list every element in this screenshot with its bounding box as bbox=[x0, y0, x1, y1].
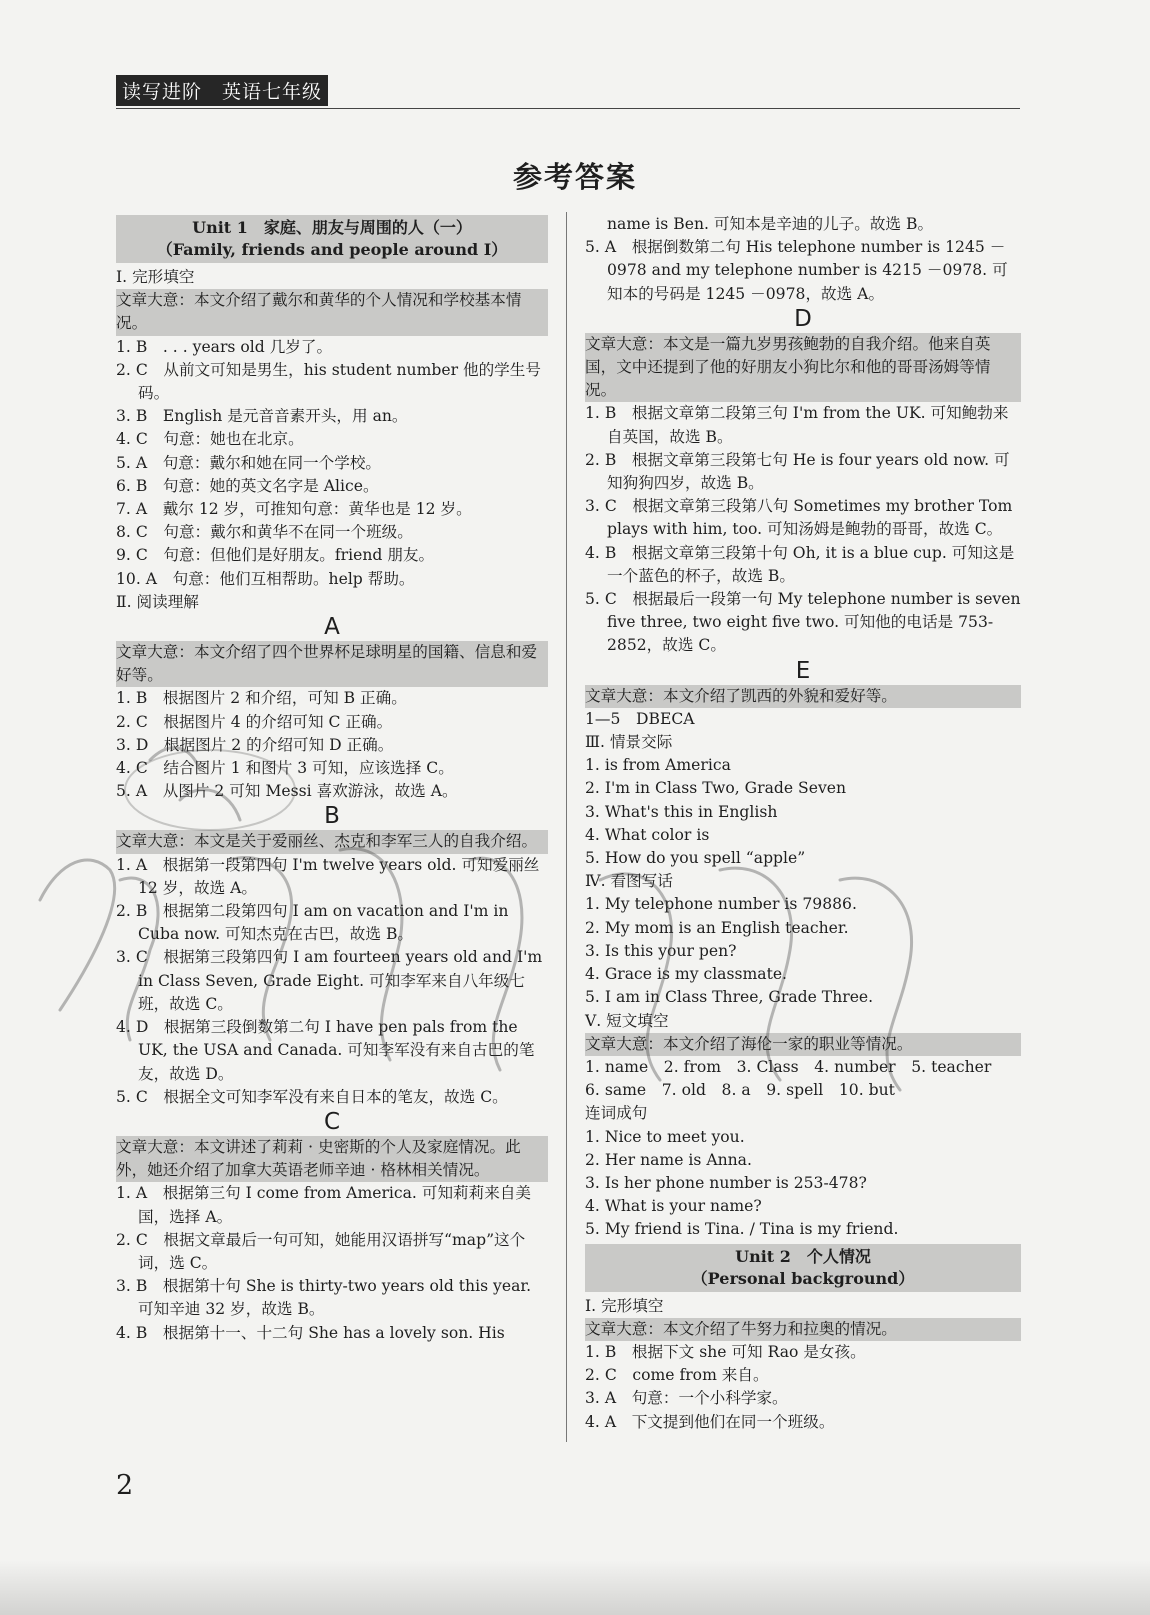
answer-line: 1. A 根据第三句 I come from America. 可知莉莉来自美国，选择 A。 bbox=[116, 1184, 532, 1226]
answer-line: 3. C 根据第三段第四句 I am fourteen years old and I'm in Class Seven, Grade Eight. 可知李军来自八年级七班，故选 C。 bbox=[116, 948, 543, 1013]
answer-line: 5. I am in Class Three, Grade Three. bbox=[585, 988, 874, 1007]
passage-summary: 文章大意：本文是一篇九岁男孩鲍勃的自我介绍。他来自英国，文中还提到了他的好朋友小狗比尔和他的哥哥汤姆等情况。 bbox=[585, 333, 1021, 403]
answer-line: 3. Is this your pen? bbox=[585, 941, 737, 960]
answer-line: 5. How do you spell “apple” bbox=[585, 849, 806, 868]
answer-line: 1. B . . . years old 几岁了。 bbox=[116, 337, 333, 356]
unit-heading-line: （Personal background） bbox=[691, 1268, 915, 1288]
answer-line: 1. name 2. from 3. Class 4. number 5. teacher bbox=[585, 1057, 992, 1076]
answer-line: 5. My friend is Tina. / Tina is my friend. bbox=[585, 1220, 899, 1239]
unit-heading-line: Unit 2 个人情况 bbox=[735, 1246, 871, 1266]
header-rule bbox=[116, 108, 1020, 109]
answer-line: 2. B 根据文章第三段第七句 He is four years old now. 可知狗狗四岁，故选 B。 bbox=[585, 450, 1010, 493]
answer-line: 2. C 根据图片 4 的介绍可知 C 正确。 bbox=[116, 712, 393, 731]
passage-summary: 文章大意：本文介绍了牛努力和拉奥的情况。 bbox=[585, 1318, 1021, 1341]
answer-line: 5. C 根据全文可知李军没有来自日本的笔友，故选 C。 bbox=[116, 1087, 508, 1106]
answer-line: 1. Nice to meet you. bbox=[585, 1127, 745, 1146]
answer-line: 3. D 根据图片 2 的介绍可知 D 正确。 bbox=[116, 735, 394, 754]
answer-line: 4. D 根据第三段倒数第二句 I have pen pals from the UK, the USA and Canada. 可知李军没有来自古巴的笔友，故选 D。 bbox=[116, 1018, 535, 1083]
answer-line: 5. A 句意：戴尔和她在同一个学校。 bbox=[116, 453, 382, 472]
passage-letter: D bbox=[794, 305, 812, 332]
unit-heading-line: Unit 1 家庭、朋友与周围的人（一） bbox=[192, 218, 472, 237]
passage-summary: 文章大意：本文介绍了四个世界杯足球明星的国籍、信息和爱好等。 bbox=[116, 641, 548, 687]
answer-line: Ⅰ. 完形填空 bbox=[585, 1296, 664, 1315]
column-divider bbox=[566, 212, 567, 1442]
answer-line: 8. C 句意：戴尔和黄华不在同一个班级。 bbox=[116, 523, 413, 542]
passage-summary: 文章大意：本文介绍了凯西的外貌和爱好等。 bbox=[585, 685, 1021, 708]
answer-line: 3. B English 是元音音素开头，用 an。 bbox=[116, 407, 408, 426]
passage-summary: 文章大意：本文是关于爱丽丝、杰克和李军三人的自我介绍。 bbox=[116, 830, 548, 853]
answer-line: Ⅱ. 阅读理解 bbox=[116, 592, 199, 611]
answer-line: 1. B 根据图片 2 和介绍，可知 B 正确。 bbox=[116, 689, 407, 708]
answer-line: 4. B 根据第十一、十二句 She has a lovely son. His bbox=[116, 1323, 505, 1342]
answer-line: 1. B 根据文章第二段第三句 I'm from the UK. 可知鲍勃来自英国，故选 B。 bbox=[585, 404, 1009, 446]
passage-summary: 文章大意：本文讲述了莉莉 · 史密斯的个人及家庭情况。此外，她还介绍了加拿大英语老师辛迪 · 格林相关情况。 bbox=[116, 1136, 548, 1182]
answer-line: 5. A 根据倒数第二句 His telephone number is 1245 －0978 and my telephone number is 4215 －0978. 可知本的号码是 1245 －0978，故选 A。 bbox=[585, 238, 1008, 303]
unit-heading-line: （Family, friends and people around I） bbox=[156, 240, 508, 259]
answer-line: 6. same 7. old 8. a 9. spell 10. but bbox=[585, 1081, 895, 1100]
page-title: 参考答案 bbox=[512, 160, 637, 194]
passage-summary: 文章大意：本文介绍了戴尔和黄华的个人情况和学校基本情况。 bbox=[116, 289, 548, 335]
left-column bbox=[116, 213, 548, 1345]
answer-line: 2. B 根据第二段第四句 I am on vacation and I'm in Cuba now. 可知杰克在古巴，故选 B。 bbox=[116, 902, 509, 944]
unit-heading bbox=[585, 1244, 1021, 1292]
page-number: 2 bbox=[116, 1470, 134, 1501]
answer-line: 4. What color is bbox=[585, 825, 710, 844]
unit-heading bbox=[116, 215, 548, 263]
book-series-tag: 读写进阶 英语七年级 bbox=[116, 75, 328, 106]
passage-letter: A bbox=[324, 614, 340, 641]
passage-letter: C bbox=[323, 1108, 341, 1135]
answer-line: 5. C 根据最后一段第一句 My telephone number is seven five three, two eight five two. 可知他的电话是 753-2852，故选 C。 bbox=[585, 590, 1021, 655]
answer-line: 4. A 下文提到他们在同一个班级。 bbox=[585, 1412, 835, 1431]
answer-line: 3. What's this in English bbox=[585, 802, 778, 821]
right-column bbox=[585, 213, 1021, 1434]
answer-line: 2. C come from 来自。 bbox=[585, 1366, 769, 1385]
answer-line: name is Ben. 可知本是辛迪的儿子。故选 B。 bbox=[607, 215, 934, 233]
answer-line: Ⅳ. 看图写话 bbox=[585, 872, 673, 891]
answer-line: 4. C 结合图片 1 和图片 3 可知，应该选择 C。 bbox=[116, 759, 454, 778]
answer-line: 10. A 句意：他们互相帮助。help 帮助。 bbox=[116, 569, 415, 588]
answer-line: 3. Is her phone number is 253-478? bbox=[585, 1173, 867, 1192]
answer-line: 4. B 根据文章第三段第十句 Oh, it is a blue cup. 可知这是一个蓝色的杯子，故选 B。 bbox=[585, 543, 1015, 585]
answer-line: 1. My telephone number is 79886. bbox=[585, 895, 857, 914]
answer-line: Ⅴ. 短文填空 bbox=[585, 1011, 669, 1030]
answer-line: 7. A 戴尔 12 岁，可推知句意：黄华也是 12 岁。 bbox=[116, 500, 472, 519]
answer-line: 3. B 根据第十句 She is thirty-two years old this year. 可知辛迪 32 岁，故选 B。 bbox=[116, 1277, 532, 1319]
passage-letter: E bbox=[795, 657, 811, 684]
answer-line: 9. C 句意：但他们是好朋友。friend 朋友。 bbox=[116, 546, 435, 565]
answer-line: 5. A 从图片 2 可知 Messi 喜欢游泳，故选 A。 bbox=[116, 782, 458, 801]
answer-line: 连词成句 bbox=[585, 1104, 648, 1123]
answer-line: 2. My mom is an English teacher. bbox=[585, 918, 849, 937]
answer-line: 1. B 根据下文 she 可知 Rao 是女孩。 bbox=[585, 1342, 866, 1361]
answer-line: Ⅲ. 情景交际 bbox=[585, 733, 673, 752]
passage-letter: B bbox=[324, 803, 340, 830]
scan-shadow bbox=[0, 1560, 1150, 1615]
answer-line: 3. C 根据文章第三段第八句 Sometimes my brother Tom plays with him, too. 可知汤姆是鲍勃的哥哥，故选 C。 bbox=[585, 497, 1013, 539]
answer-line: Ⅰ. 完形填空 bbox=[116, 268, 195, 286]
answer-line: 2. C 从前文可知是男生，his student number 他的学生号码。 bbox=[116, 360, 541, 403]
answer-line: 1. is from America bbox=[585, 756, 731, 775]
answer-line: 2. C 根据文章最后一句可知，她能用汉语拼写“map”这个词，选 C。 bbox=[116, 1230, 526, 1272]
answer-line: 3. A 句意：一个小科学家。 bbox=[585, 1389, 788, 1408]
passage-summary: 文章大意：本文介绍了海伦一家的职业等情况。 bbox=[585, 1033, 1021, 1056]
answer-line: 6. B 句意：她的英文名字是 Alice。 bbox=[116, 476, 379, 495]
answer-line: 4. Grace is my classmate. bbox=[585, 965, 788, 984]
answer-line: 1. A 根据第一段第四句 I'm twelve years old. 可知爱丽丝 12 岁，故选 A。 bbox=[116, 855, 540, 897]
answer-line: 2. I'm in Class Two, Grade Seven bbox=[585, 779, 847, 798]
answer-line: 4. C 句意：她也在北京。 bbox=[116, 430, 304, 449]
answer-line: 4. What is your name? bbox=[585, 1197, 762, 1216]
answer-line: 1—5 DBECA bbox=[585, 709, 695, 728]
answer-line: 2. Her name is Anna. bbox=[585, 1150, 752, 1169]
